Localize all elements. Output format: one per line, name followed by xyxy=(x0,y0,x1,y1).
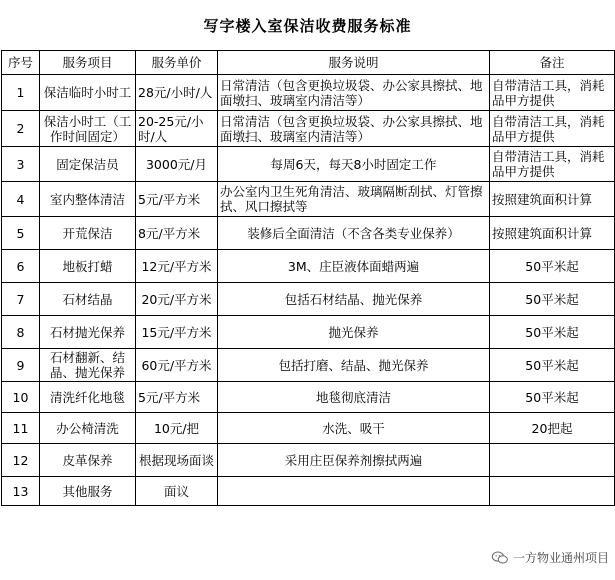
cell-desc: 包括打磨、结晶、抛光保养 xyxy=(218,349,490,382)
watermark xyxy=(491,549,609,566)
table-row xyxy=(2,182,615,217)
cell-note: 自带清洁工具，消耗品甲方提供 xyxy=(490,111,615,147)
cell-price: 20-25元/小时/人 xyxy=(136,111,218,147)
cell-item: 清洗纤化地毯 xyxy=(40,382,136,413)
cell-price: 5元/平方米 xyxy=(136,182,218,217)
cell-note: 按照建筑面积计算 xyxy=(490,182,615,217)
cell-price: 面议 xyxy=(136,477,218,506)
cell-item: 开荒保洁 xyxy=(40,217,136,250)
table-row xyxy=(2,444,615,477)
cell-no: 9 xyxy=(2,349,40,382)
cell-desc: 抛光保养 xyxy=(218,316,490,349)
cell-note: 50平米起 xyxy=(490,283,615,316)
cell-no: 13 xyxy=(2,477,40,506)
table-row xyxy=(2,316,615,349)
cell-no: 1 xyxy=(2,75,40,111)
cell-item: 其他服务 xyxy=(40,477,136,506)
cell-desc: 3M、庄臣液体面蜡两遍 xyxy=(218,250,490,283)
cell-price: 28元/小时/人 xyxy=(136,75,218,111)
cell-desc: 水洗、吸干 xyxy=(218,413,490,444)
cell-no: 2 xyxy=(2,111,40,147)
cell-no: 8 xyxy=(2,316,40,349)
table-row xyxy=(2,382,615,413)
cell-no: 11 xyxy=(2,413,40,444)
cell-desc: 日常清洁（包含更换垃圾袋、办公家具擦拭、地面墩扫、玻璃室内清洁等） xyxy=(218,111,490,147)
cell-note: 50平米起 xyxy=(490,316,615,349)
cell-note: 自带清洁工具，消耗品甲方提供 xyxy=(490,147,615,182)
watermark-text: 一方物业通州项目 xyxy=(512,551,609,565)
cell-price: 根据现场面谈 xyxy=(136,444,218,477)
cell-no: 5 xyxy=(2,217,40,250)
col-header-price: 服务单价 xyxy=(136,51,218,75)
cell-note: 20把起 xyxy=(490,413,615,444)
table-row xyxy=(2,75,615,111)
cell-no: 4 xyxy=(2,182,40,217)
header-row xyxy=(2,51,615,75)
cell-item: 石材翻新、结晶、抛光保养 xyxy=(40,349,136,382)
cell-item: 保洁临时小时工 xyxy=(40,75,136,111)
cell-no: 7 xyxy=(2,283,40,316)
col-header-no: 序号 xyxy=(2,51,40,75)
cell-no: 3 xyxy=(2,147,40,182)
cell-item: 保洁小时工（工作时间固定） xyxy=(40,111,136,147)
wechat-icon xyxy=(491,551,509,565)
cell-item: 皮革保养 xyxy=(40,444,136,477)
cell-note: 50平米起 xyxy=(490,250,615,283)
table-row xyxy=(2,217,615,250)
cell-item: 办公椅清洗 xyxy=(40,413,136,444)
cell-desc: 日常清洁（包含更换垃圾袋、办公家具擦拭、地面墩扫、玻璃室内清洁等） xyxy=(218,75,490,111)
table-row xyxy=(2,147,615,182)
cell-note: 自带清洁工具，消耗品甲方提供 xyxy=(490,75,615,111)
table-row xyxy=(2,477,615,506)
cell-price: 3000元/月 xyxy=(136,147,218,182)
cell-item: 石材结晶 xyxy=(40,283,136,316)
table-row xyxy=(2,250,615,283)
cell-item: 石材抛光保养 xyxy=(40,316,136,349)
cell-price: 20元/平方米 xyxy=(136,283,218,316)
cell-desc: 采用庄臣保养剂擦拭两遍 xyxy=(218,444,490,477)
cell-desc: 装修后全面清洁（不含各类专业保养） xyxy=(218,217,490,250)
cell-note: 按照建筑面积计算 xyxy=(490,217,615,250)
cell-no: 12 xyxy=(2,444,40,477)
table-row xyxy=(2,413,615,444)
col-header-item: 服务项目 xyxy=(40,51,136,75)
cell-desc: 包括石材结晶、抛光保养 xyxy=(218,283,490,316)
cell-desc: 地毯彻底清洁 xyxy=(218,382,490,413)
cell-note xyxy=(490,444,615,477)
cell-desc: 办公室内卫生死角清洁、玻璃隔断刮拭、灯管擦拭、风口擦拭等 xyxy=(218,182,490,217)
cell-price: 15元/平方米 xyxy=(136,316,218,349)
page-title: 写字楼入室保洁收费服务标准 xyxy=(203,16,412,35)
cell-item: 地板打蜡 xyxy=(40,250,136,283)
cell-price: 60元/平方米 xyxy=(136,349,218,382)
cell-item: 固定保洁员 xyxy=(40,147,136,182)
cell-no: 10 xyxy=(2,382,40,413)
col-header-desc: 服务说明 xyxy=(218,51,490,75)
cell-price: 12元/平方米 xyxy=(136,250,218,283)
cell-note: 50平米起 xyxy=(490,382,615,413)
cell-desc: 每周6天，每天8小时固定工作 xyxy=(218,147,490,182)
cell-price: 5元/平方米 xyxy=(136,382,218,413)
cell-no: 6 xyxy=(2,250,40,283)
cell-note: 50平米起 xyxy=(490,349,615,382)
table-row xyxy=(2,283,615,316)
fee-table xyxy=(1,50,615,506)
cell-price: 8元/平方米 xyxy=(136,217,218,250)
cell-desc xyxy=(218,477,490,506)
table-row xyxy=(2,111,615,147)
cell-item: 室内整体清洁 xyxy=(40,182,136,217)
cell-note xyxy=(490,477,615,506)
cell-price: 10元/把 xyxy=(136,413,218,444)
col-header-note: 备注 xyxy=(490,51,615,75)
table-row xyxy=(2,349,615,382)
